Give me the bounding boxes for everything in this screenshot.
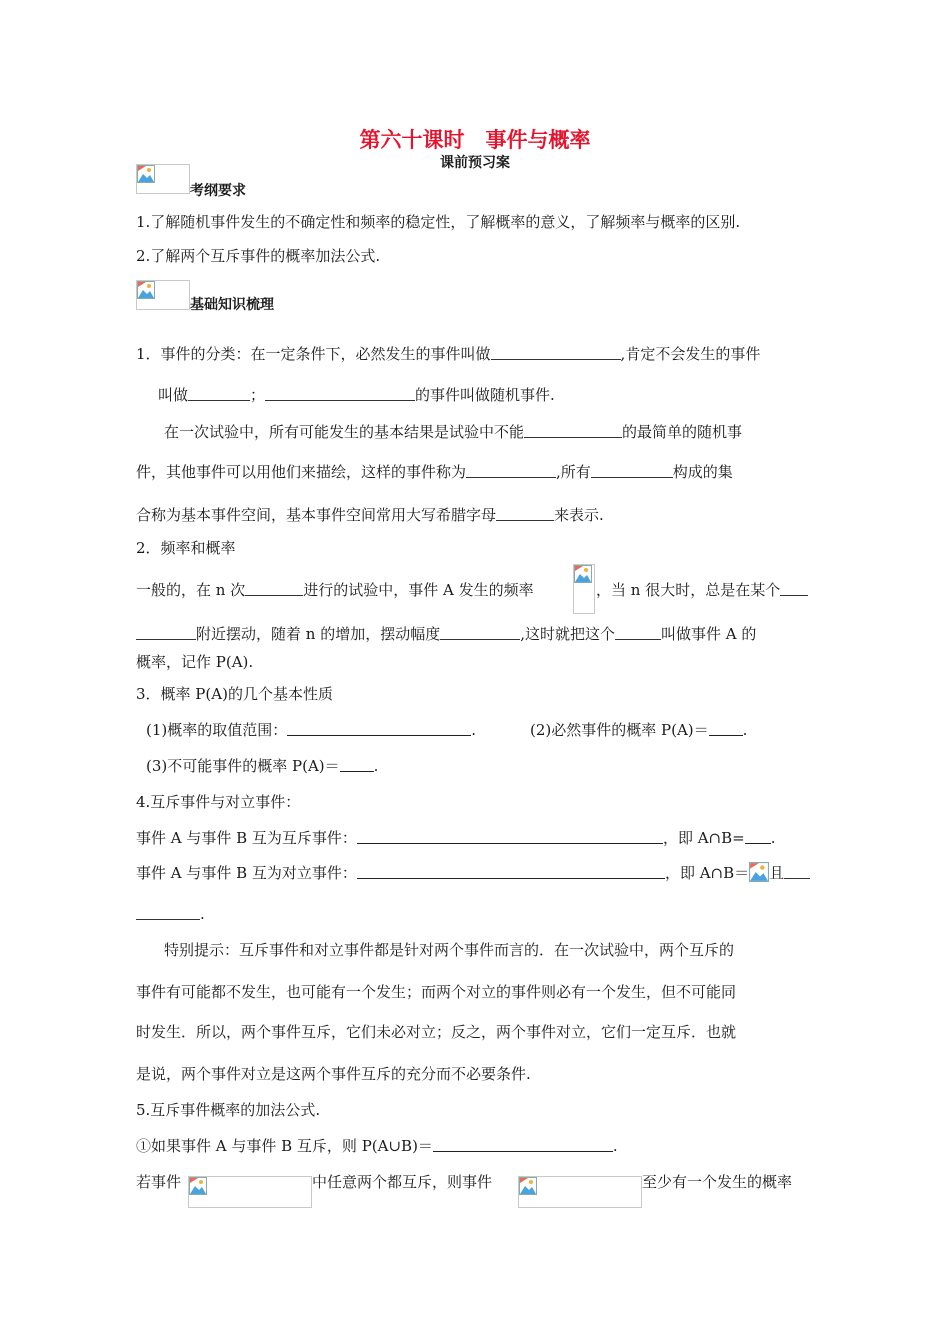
exclusive-events-line	[136, 828, 775, 848]
blank	[340, 756, 374, 772]
text: ,肯定不会发生的事件	[620, 345, 761, 363]
text: 在一次试验中，所有可能发生的基本结果是试验中不能	[164, 423, 525, 441]
events-list-image	[188, 1176, 312, 1208]
blank	[524, 422, 622, 438]
blank	[357, 863, 665, 879]
paragraph-frequency-cont	[596, 580, 808, 600]
text: ；	[250, 386, 266, 404]
text: 的最简单的随机事	[622, 423, 743, 441]
section-image-placeholder	[136, 280, 190, 310]
property-certain-event	[530, 720, 747, 740]
text: (1)概率的取值范围：	[146, 721, 288, 739]
blank	[496, 505, 554, 521]
text: 1．事件的分类：在一定条件下，必然发生的事件叫做	[136, 345, 491, 363]
section-heading-basics: 基础知识梳理	[190, 297, 274, 313]
broken-image-icon	[137, 281, 155, 299]
blank	[591, 462, 673, 478]
text: ,这时就把这个	[520, 625, 615, 643]
text: 且	[769, 864, 785, 882]
property-range	[146, 720, 476, 740]
paragraph-frequency-cont2	[136, 624, 756, 644]
property-impossible-event	[146, 756, 378, 776]
addition-formula-general-start: 若事件	[136, 1173, 182, 1191]
text: (3)不可能事件的概率 P(A)＝	[146, 757, 340, 775]
broken-image-icon	[137, 165, 155, 183]
heading-exclusive-complementary: 4.互斥事件与对立事件：	[136, 793, 301, 811]
blank	[245, 580, 303, 596]
frequency-formula-image	[573, 564, 595, 614]
text: 件，其他事件可以用他们来描绘，这样的事件称为	[136, 463, 467, 481]
text: .	[612, 1137, 618, 1155]
text: 一般的，在 n 次	[136, 581, 246, 599]
blank	[709, 720, 743, 736]
broken-image-icon	[519, 1177, 537, 1195]
blank	[188, 385, 250, 401]
blank	[433, 1136, 613, 1152]
blank	[780, 580, 808, 596]
text: (2)必然事件的概率 P(A)＝	[530, 721, 709, 739]
page-title: 第六十课时 事件与概率	[359, 128, 591, 152]
text: 叫做	[158, 386, 189, 404]
text: 进行的试验中，事件 A 发生的频率	[303, 581, 534, 599]
text: 来表示.	[554, 506, 604, 524]
section-image-placeholder	[136, 164, 190, 194]
addition-formula-general-mid: 中任意两个都互斥，则事件	[312, 1173, 493, 1191]
paragraph-basic-events	[164, 422, 742, 442]
complementary-events-line-cont	[136, 904, 205, 924]
text: .	[200, 905, 205, 923]
tip-line-4: 是说，两个事件对立是这两个事件互斥的充分而不必要条件.	[136, 1065, 531, 1083]
addition-formula-line	[136, 1136, 618, 1156]
text: .	[471, 721, 477, 739]
heading-frequency-probability: 2．频率和概率	[136, 539, 236, 557]
heading-probability-properties: 3．概率 P(A)的几个基本性质	[136, 685, 333, 703]
text: 叫做事件 A 的	[660, 625, 757, 643]
heading-addition-formula: 5.互斥事件概率的加法公式.	[136, 1101, 321, 1119]
events-list-image	[518, 1176, 642, 1208]
page-subtitle: 课前预习案	[440, 155, 510, 171]
text: 附近摆动，随着 n 的增加，摆动幅度	[196, 625, 441, 643]
blank	[491, 344, 621, 360]
text: ,所有	[556, 463, 591, 481]
blank	[136, 904, 200, 920]
syllabus-item-1: 1.了解随机事件发生的不确定性和频率的稳定性，了解概率的意义，了解频率与概率的区别.	[136, 213, 741, 231]
tip-line-3: 时发生．所以，两个事件互斥，它们未必对立；反之，两个事件对立，它们一定互斥．也就	[136, 1023, 737, 1041]
text: .	[742, 721, 748, 739]
tip-line-1: 特别提示：互斥事件和对立事件都是针对两个事件而言的．在一次试验中，两个互斥的	[164, 941, 735, 959]
paragraph-frequency	[136, 580, 534, 600]
paragraph-frequency-cont3: 概率，记作 P(A).	[136, 653, 254, 671]
text: 构成的集	[672, 463, 733, 481]
text: 合称为基本事件空间，基本事件空间常用大写希腊字母	[136, 506, 497, 524]
blank	[745, 828, 771, 844]
text: 的事件叫做随机事件.	[415, 386, 555, 404]
broken-image-icon	[574, 565, 592, 583]
blank	[615, 624, 661, 640]
text: ，当 n 很大时，总是在某个	[596, 581, 781, 599]
text: .	[373, 757, 379, 775]
paragraph-event-classification-cont	[158, 385, 555, 405]
blank	[136, 624, 196, 640]
blank	[287, 720, 471, 736]
addition-formula-general-end: 至少有一个发生的概率	[642, 1173, 793, 1191]
blank	[357, 828, 663, 844]
tip-line-2: 事件有可能都不发生，也可能有一个发生；而两个对立的事件则必有一个发生，但不可能同	[136, 983, 737, 1001]
text: ，即 A∩B＝	[664, 864, 750, 882]
text: ，即 A∩B=	[662, 829, 745, 847]
text: .	[770, 829, 776, 847]
blank	[466, 462, 556, 478]
paragraph-event-classification	[136, 344, 760, 364]
text: 事件 A 与事件 B 互为互斥事件：	[136, 829, 357, 847]
complementary-events-line	[136, 862, 810, 883]
blank	[440, 624, 520, 640]
syllabus-item-2: 2.了解两个互斥事件的概率加法公式.	[136, 247, 381, 265]
blank	[265, 385, 415, 401]
paragraph-basic-events-cont2	[136, 505, 604, 525]
text: ①如果事件 A 与事件 B 互斥，则 P(A∪B)＝	[136, 1137, 433, 1155]
text: 事件 A 与事件 B 互为对立事件：	[136, 864, 357, 882]
section-heading-syllabus: 考纲要求	[190, 183, 246, 199]
paragraph-basic-events-cont	[136, 462, 733, 482]
broken-image-icon	[189, 1177, 207, 1195]
broken-image-icon	[749, 862, 769, 882]
blank	[784, 863, 810, 879]
